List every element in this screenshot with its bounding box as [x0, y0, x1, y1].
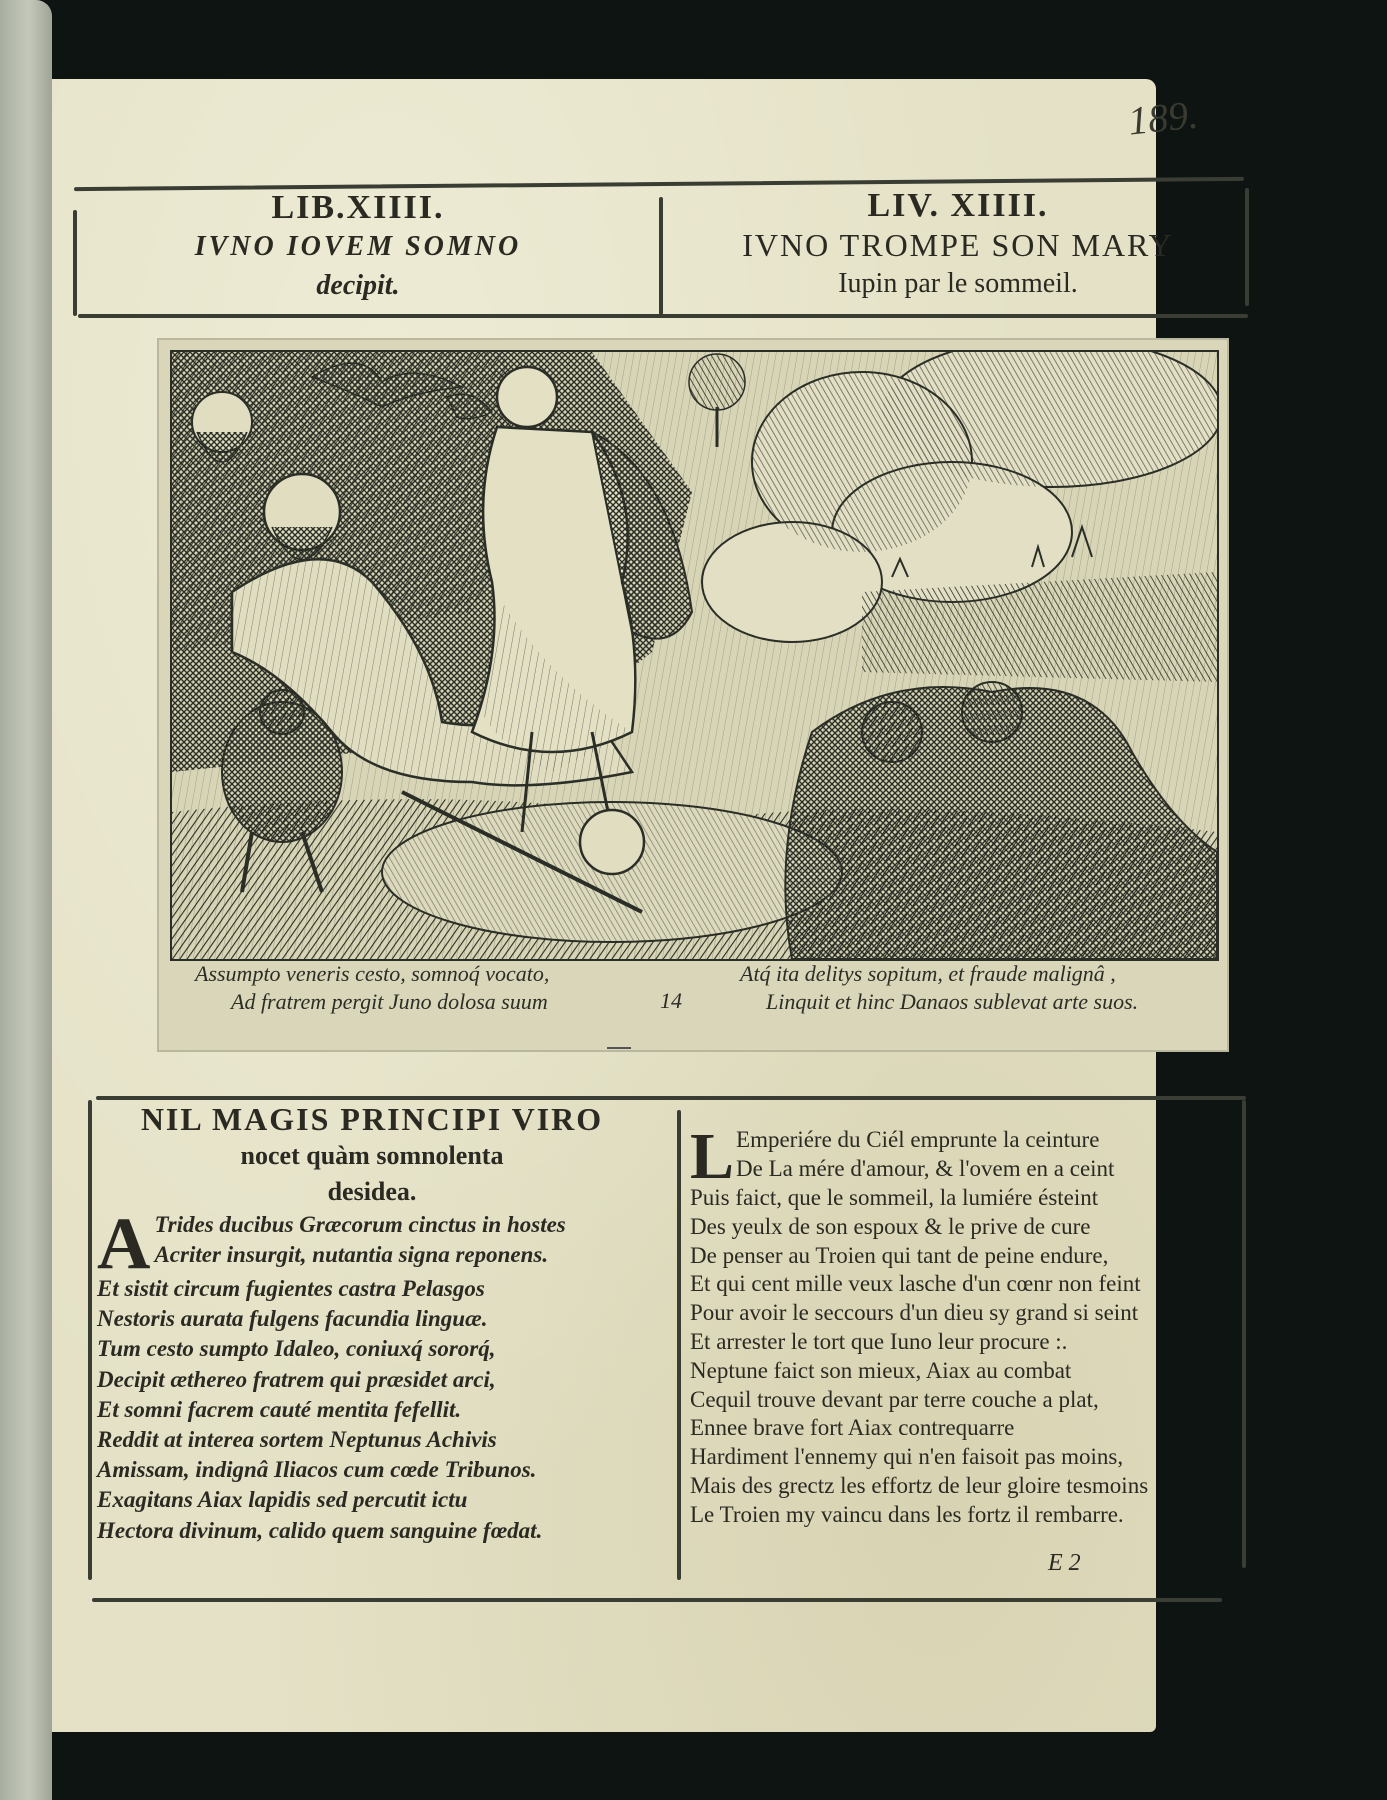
verse-line: Emperiére du Ciél emprunte la ceinture [736, 1127, 1100, 1152]
verse-line: Puis faict, que le sommeil, la lumiére ésteint [690, 1185, 1099, 1210]
verse-line: Et qui cent mille veux lasche d'un cœnr non feint [690, 1271, 1141, 1297]
text-rule-middle [677, 1110, 681, 1580]
french-title: IVNO TROMPE SON MARY [742, 227, 1174, 263]
latin-heading [78, 188, 638, 306]
verse-line: Trides ducibus Græcorum cinctus in hostes [154, 1212, 566, 1237]
motto-line: NIL MAGIS PRINCIPI VIRO [140, 1101, 604, 1137]
verse-line: Pour avoir le seccours d'un dieu sy grand si seint [690, 1300, 1139, 1326]
globe [580, 810, 644, 874]
text-rule-bottom [92, 1598, 1222, 1602]
caption-right-line: Atq́ ita delitys sopitum, et fraude malignâ , [740, 961, 1116, 986]
folio-number: 189. [1125, 91, 1201, 144]
verse-line: Et somni facrem cauté mentita fefellit. [97, 1396, 462, 1422]
verse-line: De penser au Troien qui tant de peine endure, [690, 1242, 1109, 1268]
verse-line: Et arrester le tort que Iuno leur procure :. [690, 1328, 1068, 1354]
latin-verse [97, 1203, 657, 1546]
header-rule-bottom [78, 314, 1248, 318]
adjacent-page-edge [0, 0, 52, 1800]
printer-mark [607, 1047, 631, 1049]
verse-line: Nestoris aurata fulgens facundia linguæ. [97, 1306, 488, 1332]
plate-number: 14 [660, 988, 682, 1013]
motto [92, 1100, 652, 1210]
verse-line: Et sistit circum fugientes castra Pelasgos [97, 1276, 485, 1301]
verse-line: Reddit at interea sortem Neptunus Achivis [97, 1427, 497, 1453]
caption-right-line: Linquit et hinc Danaos sublevat arte suos. [766, 989, 1139, 1014]
signature-mark: E 2 [1048, 1550, 1081, 1576]
header-rule-left [73, 210, 77, 316]
verse-line: Mais des grectz les effortz de leur gloire tesmoins [690, 1472, 1149, 1498]
verse-line: De La mére d'amour, & l'ovem en a ceint [736, 1155, 1115, 1181]
verse-line: Amissam, indignâ Iliacos cum cœde Tribunos. [97, 1457, 537, 1483]
motto-line: nocet quàm somnolenta [240, 1141, 504, 1170]
drop-cap: A [97, 1203, 151, 1285]
verse-line: Neptune faict son mieux, Aiax au combat [690, 1357, 1072, 1383]
engraving-caption-right [740, 960, 1180, 1016]
latin-subtitle: decipit. [316, 270, 400, 301]
verse-line: Tum cesto sumpto Idaleo, coniuxq́ sororq́, [97, 1336, 496, 1362]
header-rule-middle [659, 197, 663, 315]
latin-book-number: LIB.XIIII. [271, 189, 445, 226]
verse-line: Ennee brave fort Aiax contrequarre [690, 1415, 1015, 1441]
verse-line: Acriter insurgit, nutantia signa reponens. [154, 1242, 549, 1268]
verse-line: Hardiment l'ennemy qui n'en faisoit pas moins, [690, 1444, 1124, 1470]
drop-cap: L [690, 1120, 735, 1193]
verse-line: Exagitans Aiax lapidis sed percutit ictu [97, 1487, 468, 1513]
french-book-number: LIV. XIIII. [867, 187, 1049, 224]
verse-line: Le Troien my vaincu dans les fortz il rembarre. [690, 1501, 1124, 1527]
verse-line: Cequil trouve devant par terre couche a plat, [690, 1386, 1099, 1412]
motto-line: desidea. [327, 1177, 417, 1206]
caption-left-line: Assumpto veneris cesto, somnoq́ vocato, [195, 961, 550, 986]
verse-line: Hectora divinum, calido quem sanguine fœdat. [97, 1517, 543, 1543]
verse-line: Des yeulx de son espoux & le prive de cure [690, 1213, 1091, 1239]
caption-left-line: Ad fratrem pergit Juno dolosa suum [231, 989, 548, 1014]
verse-line: Decipit æthereo fratrem qui præsidet arci, [97, 1366, 496, 1392]
engraving-picture [172, 352, 1217, 959]
engraving-illustration [170, 350, 1219, 961]
french-heading [668, 186, 1248, 304]
latin-title: IVNO IOVEM SOMNO [194, 231, 522, 262]
engraving-caption-left [195, 960, 655, 1016]
french-verse [690, 1120, 1250, 1530]
french-subtitle: Iupin par le sommeil. [838, 268, 1078, 299]
